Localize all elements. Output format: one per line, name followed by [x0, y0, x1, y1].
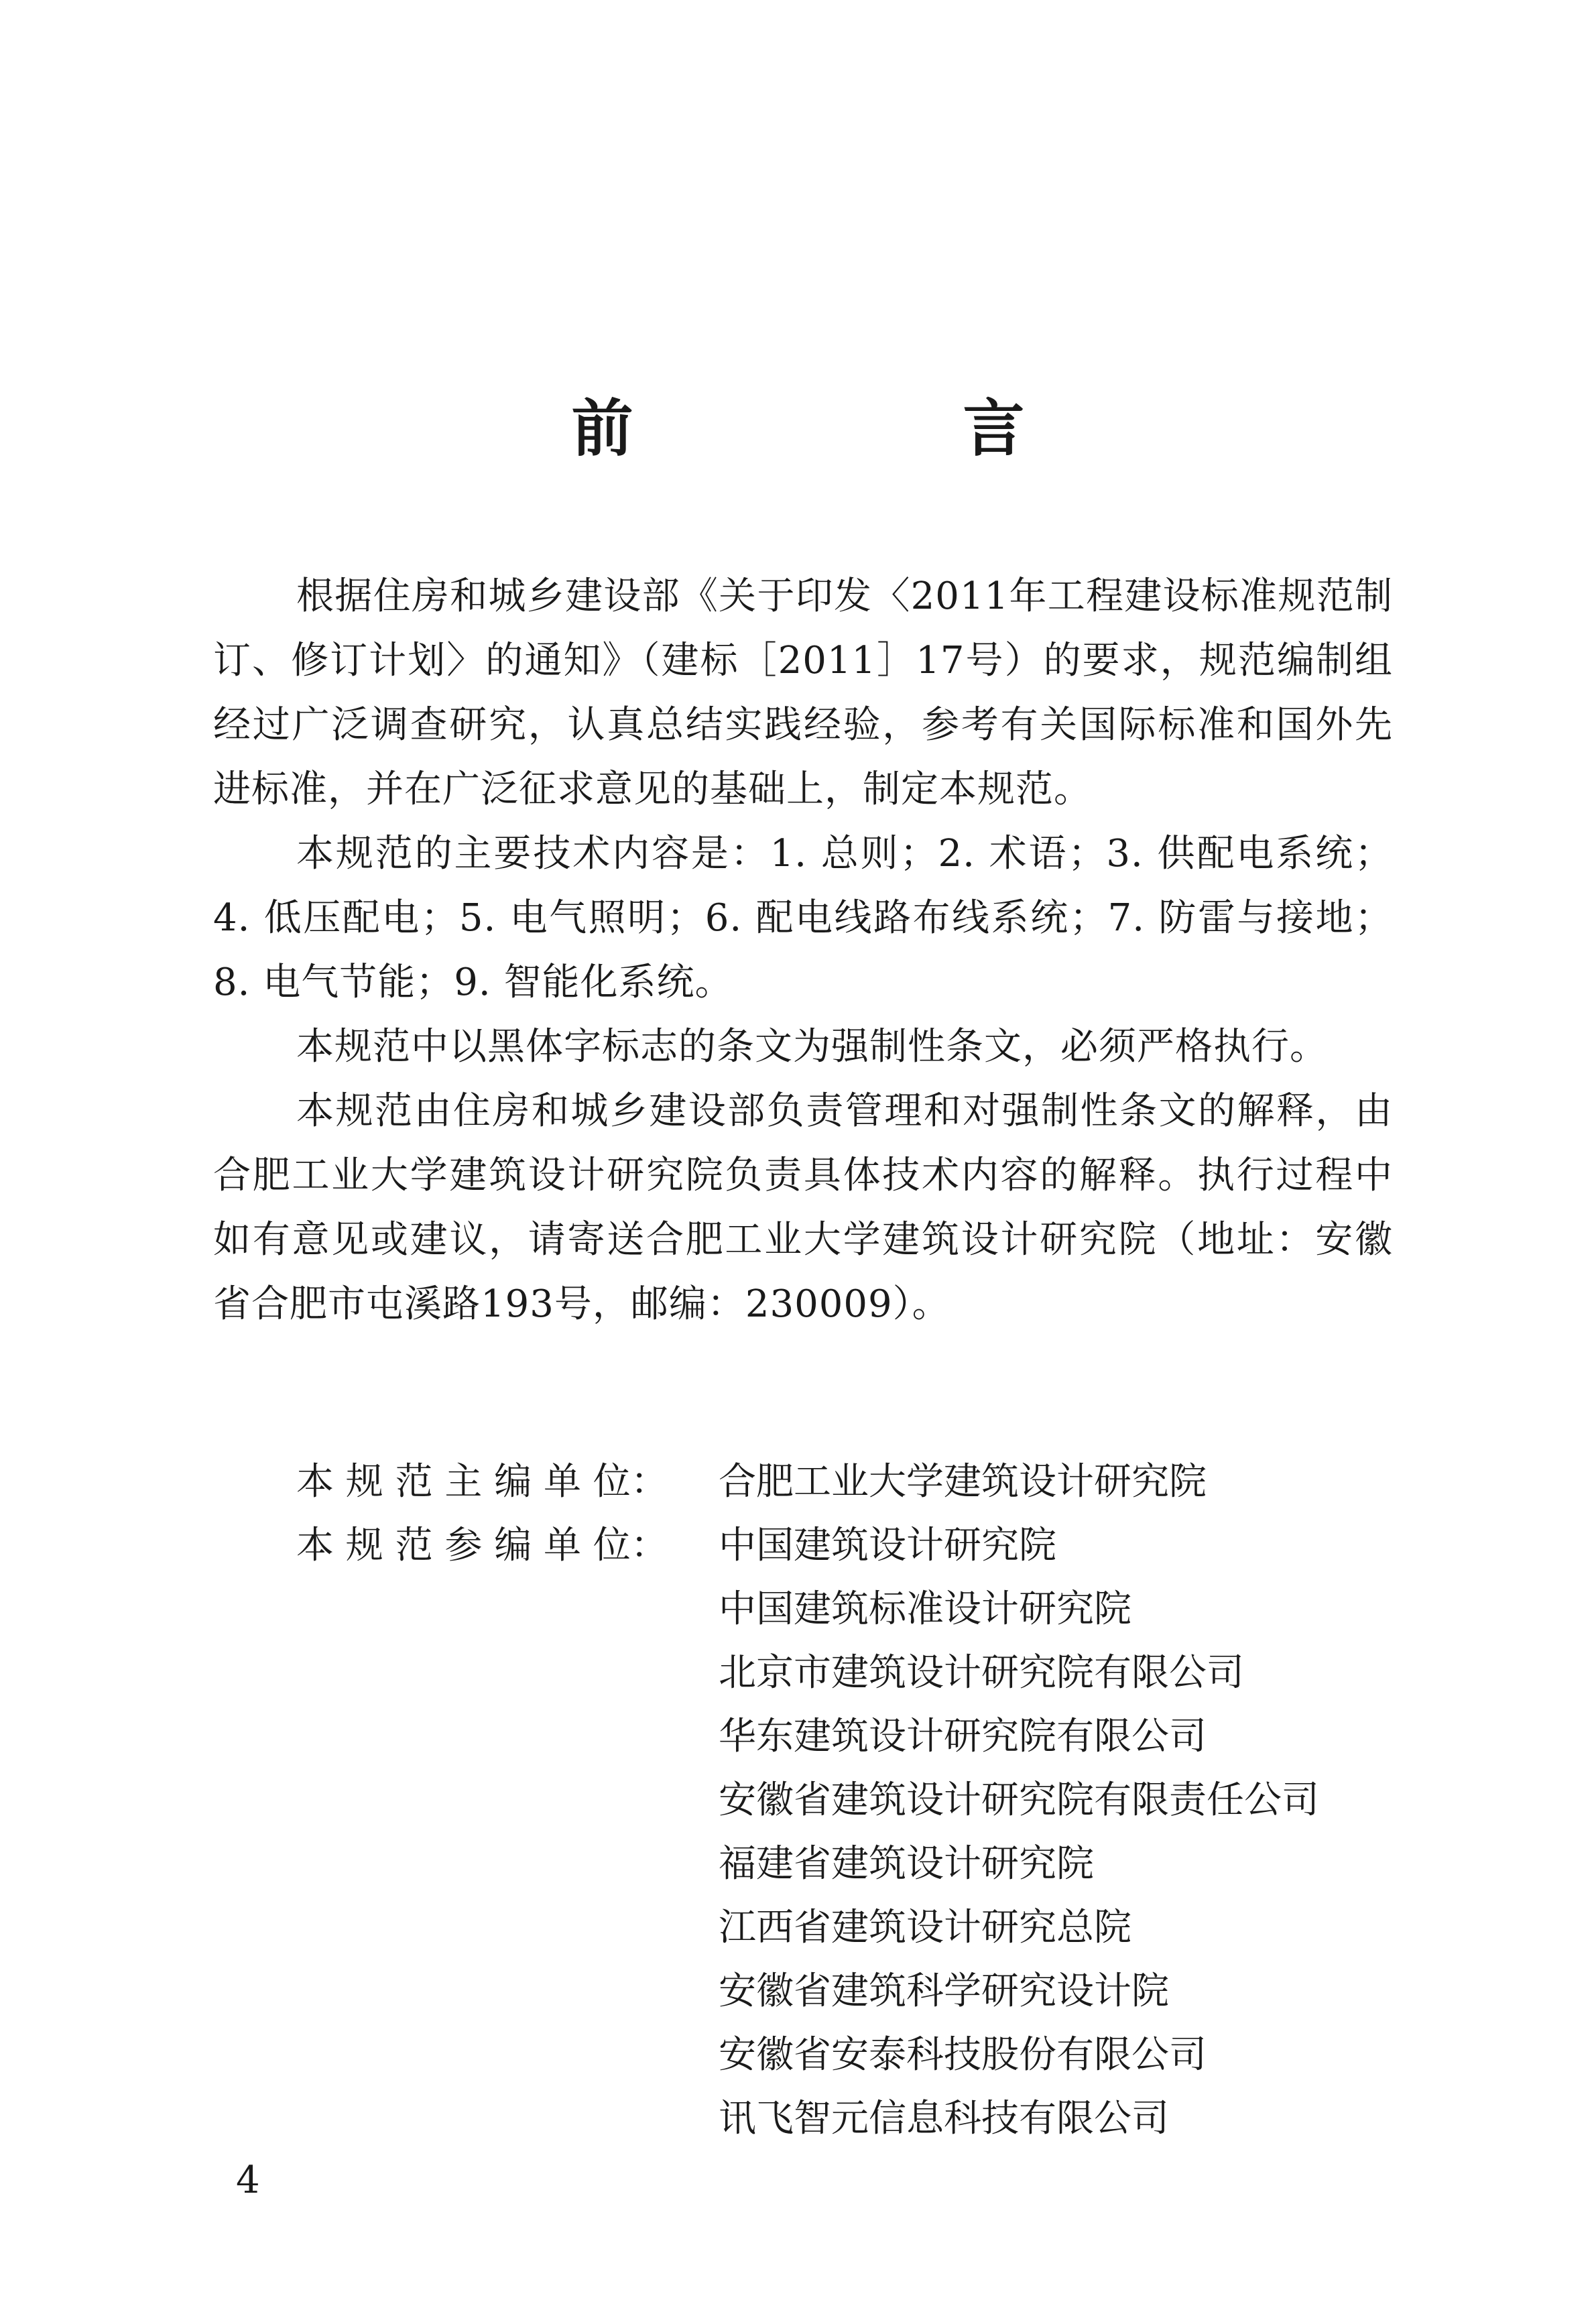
chief-editor-label: 本 规 范 主 编 单 位： [296, 1460, 668, 1504]
chief-editor-row [296, 1450, 1319, 1514]
editing-units [296, 1450, 1319, 2150]
paragraph-mandatory: 本规范中以黑体字标志的条文为强制性条文，必须严格执行。 [296, 1025, 1328, 1069]
list-item: 福建省建筑设计研究院 [719, 1842, 1094, 1886]
chief-editor-name: 合肥工业大学建筑设计研究院 [719, 1460, 1207, 1504]
list-item: 江西省建筑设计研究总院 [719, 1906, 1131, 1949]
paragraph-contents: 本规范的主要技术内容是：1. 总则；2. 术语；3. 供配电系统；4. 低压配电；5. 电气照明；6. 配电线路布线系统；7. 防雷与接地；8. 电气节能；9. 智能化系统。 [213, 832, 1393, 1004]
list-item: 安徽省建筑科学研究设计院 [719, 1969, 1169, 2013]
participating-list [719, 1514, 1319, 2150]
list-item: 中国建筑设计研究院 [719, 1524, 1056, 1567]
paragraph-basis: 根据住房和城乡建设部《关于印发〈2011年工程建设标准规范制订、修订计划〉的通知》（建标［2011］17号）的要求，规范编制组经过广泛调查研究，认真总结实践经验，参考有关国际标准和国外先进标准，并在广泛征求意见的基础上，制定本规范。 [213, 574, 1393, 811]
list-item: 中国建筑标准设计研究院 [719, 1587, 1131, 1631]
list-item: 讯飞智元信息科技有限公司 [719, 2097, 1169, 2140]
participating-units-row [296, 1514, 1319, 2150]
list-item: 安徽省安泰科技股份有限公司 [719, 2033, 1207, 2077]
page-title: 前 言 [571, 393, 1159, 465]
list-item: 安徽省建筑设计研究院有限责任公司 [719, 1778, 1319, 1822]
page-number: 4 [236, 2159, 260, 2202]
preface-body [213, 564, 1393, 1337]
paragraph-management: 本规范由住房和城乡建设部负责管理和对强制性条文的解释，由合肥工业大学建筑设计研究院负责具体技术内容的解释。执行过程中如有意见或建议，请寄送合肥工业大学建筑设计研究院（地址：安徽省合肥市屯溪路193号，邮编：230009）。 [213, 1089, 1393, 1326]
list-item: 华东建筑设计研究院有限公司 [719, 1715, 1207, 1758]
list-item: 北京市建筑设计研究院有限公司 [719, 1651, 1244, 1695]
participating-label: 本 规 范 参 编 单 位： [296, 1524, 668, 1567]
